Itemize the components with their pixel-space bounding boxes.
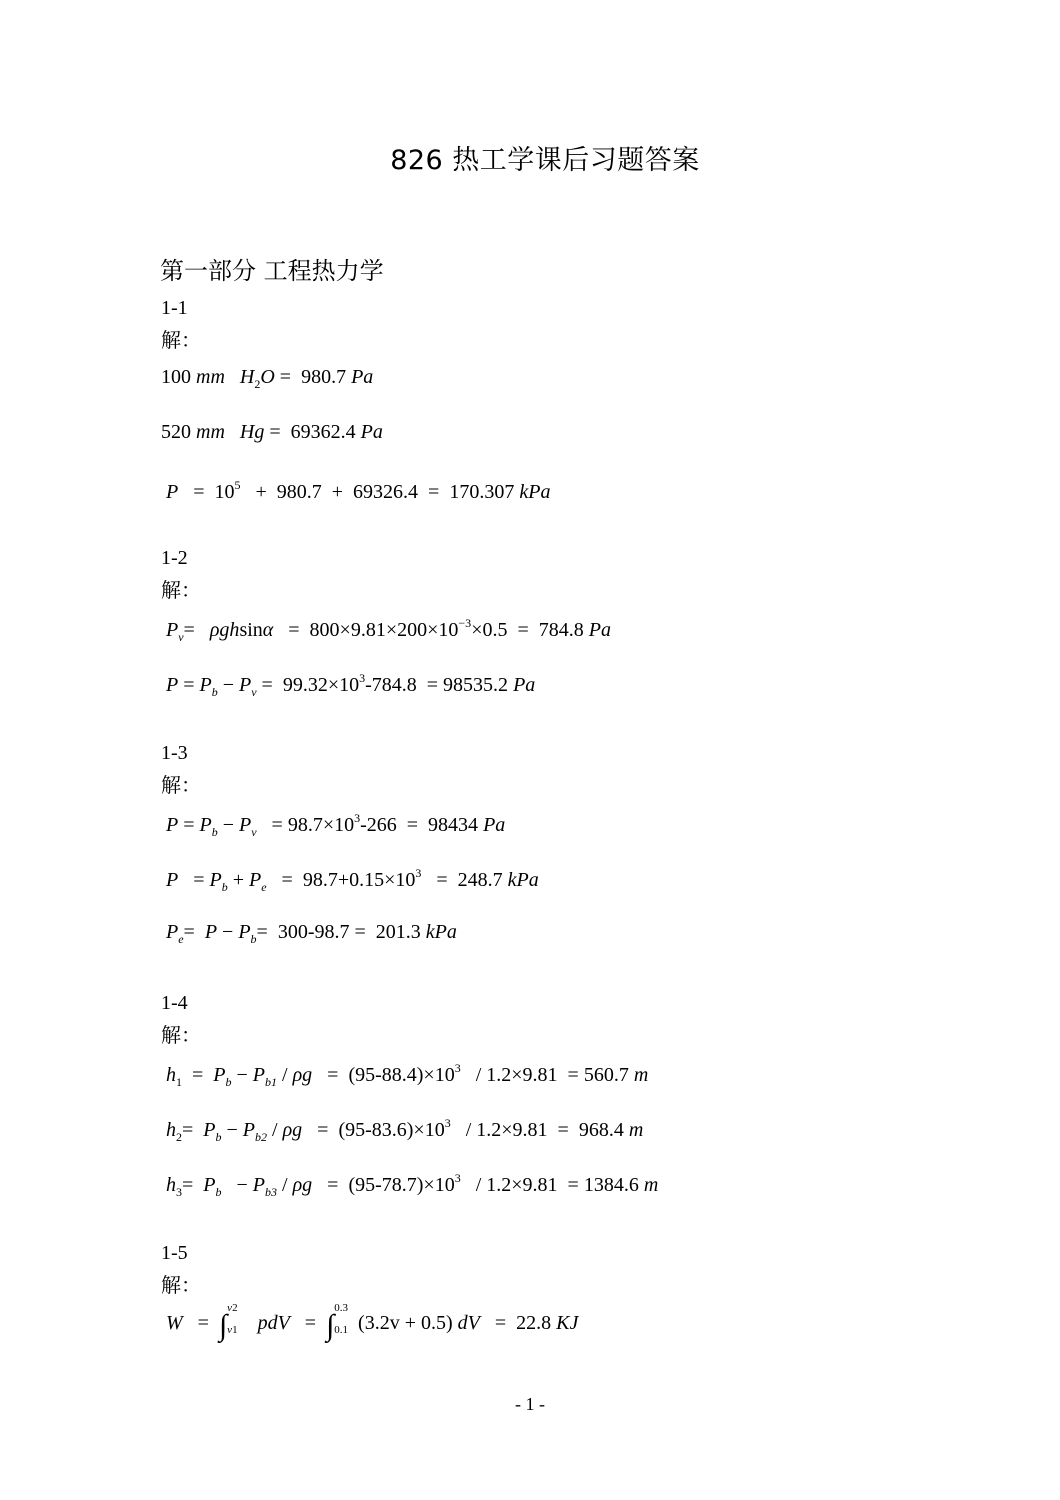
equation: W = ∫ v2 v1 pdV = ∫ 0.3 0.1 (3.2v + 0.5) dV = 22.8 KJ <box>166 1302 579 1342</box>
equation: $P_v= \rho ghsin\alpha = 800\times 9.81\times 200\times 10^{-3}\times 0.5 = 784.8$ Pa <box>166 616 611 644</box>
solution-label: 解： <box>161 1273 201 1297</box>
page-number: - 1 - <box>515 1394 545 1414</box>
document-title: 826 热工学课后习题答案 <box>390 145 700 176</box>
equation: $h_2= P_b - P_{b2} / \rho g = (95-83.6)\times 10^3 / 1.2\times 9.81 = 968.4$ m <box>166 1116 644 1144</box>
equation: $h_1 = P_b - P_{b1} / \rho g = (95-88.4)\times 10^3 / 1.2\times 9.81 = 560.7$ m <box>166 1061 649 1089</box>
exercise-number: 1-1 <box>161 297 188 319</box>
equation: 100 mm $H_2O = 980.7$ Pa <box>161 366 374 391</box>
solution-label: 解： <box>161 1023 201 1047</box>
exercise-number: 1-2 <box>161 547 188 569</box>
exercise-number: 1-3 <box>161 742 188 764</box>
exercise-number: 1-5 <box>161 1242 188 1264</box>
equation: $P = P_b - P_v = 98.7\times 10^3-266 = 98434$ Pa <box>166 811 506 839</box>
equation: $h_3= P_b - P_{b3} / \rho g = (95-78.7)\times 10^3 / 1.2\times 9.81 = 1384.6$ m <box>166 1171 659 1199</box>
equation: $P = P_b + P_e = 98.7+0.15\times 10^3 = 248.7$ kPa <box>166 866 539 894</box>
solution-label: 解： <box>161 328 201 352</box>
equation: $P = 10^5 + 980.7 + 69326.4 = 170.307$ kPa <box>166 478 551 503</box>
part-heading: 第一部分 工程热力学 <box>160 257 384 285</box>
solution-label: 解： <box>161 578 201 602</box>
equation: $P = P_b - P_v = 99.32\times 10^3-784.8 = 98535.2$ Pa <box>166 671 536 699</box>
equation: $P_e= P - P_b= 300-98.7 = 201.3$ kPa <box>166 921 457 946</box>
solution-label: 解： <box>161 773 201 797</box>
equation: 520 mm Hg = 69362.4 Pa <box>161 421 383 443</box>
exercise-number: 1-4 <box>161 992 188 1014</box>
